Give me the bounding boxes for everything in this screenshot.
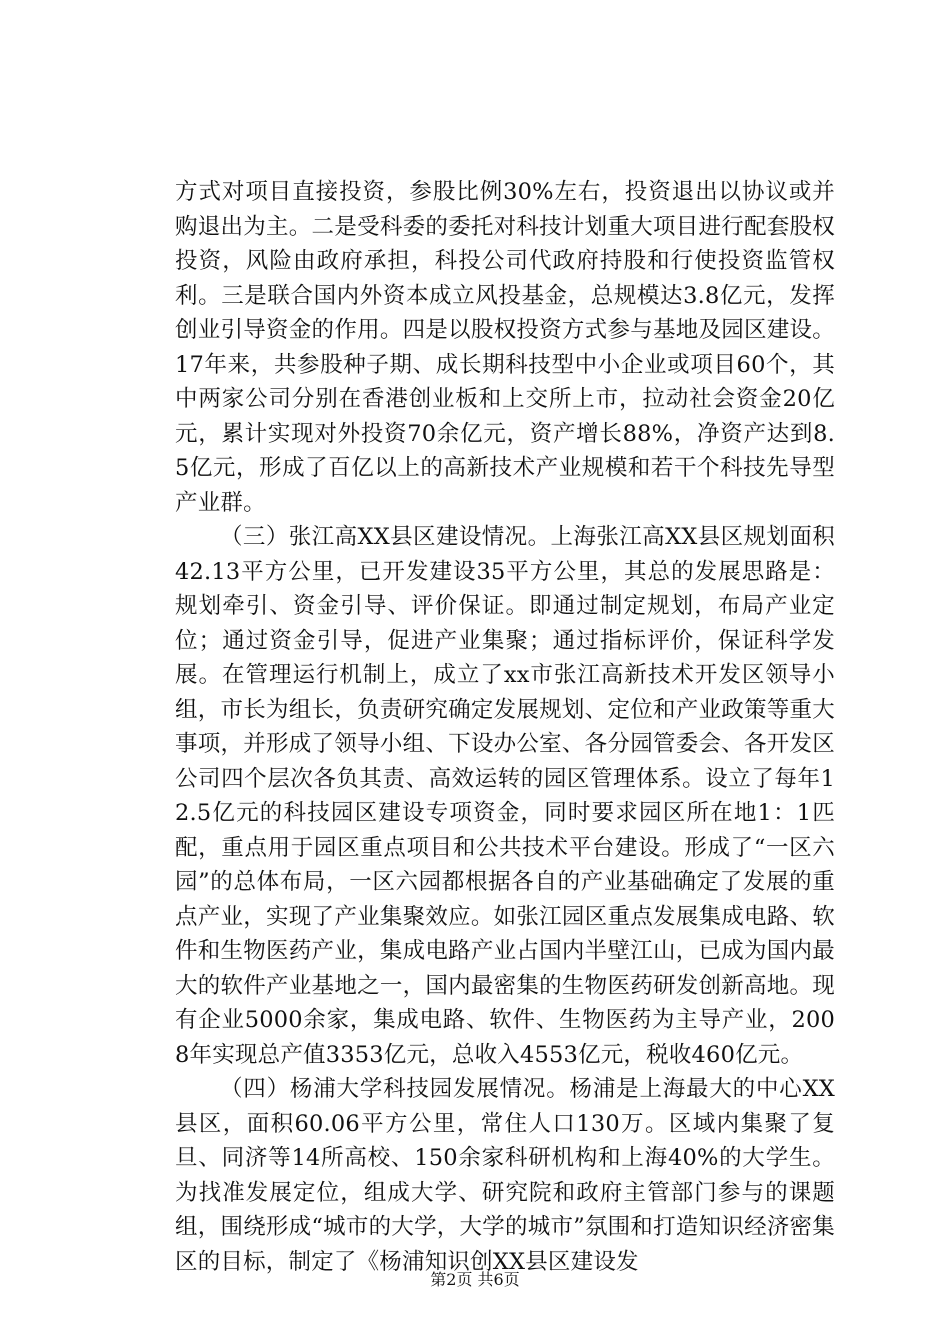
paragraph-3: （四）杨浦大学科技园发展情况。杨浦是上海最大的中心XX县区，面积60.06平方公里，常住人口130万。区域内集聚了复旦、同济等14所高校、150余家科研机构和上海40%的大学生。为找准发展定位，组成大学、研究院和政府主管部门参与的课题组，围绕形成“城市的大学，大学的城市”氛围和打造知识经济密集区的目标，制定了《杨浦知识创XX县区建设发: [175, 1076, 835, 1275]
page-footer: [0, 1270, 950, 1290]
page-number-label: 第2页 共6页: [430, 1270, 520, 1289]
paragraph-1: 方式对项目直接投资，参股比例30%左右，投资退出以协议或并购退出为主。二是受科委的委托对科技计划重大项目进行配套股权投资，风险由政府承担，科投公司代政府持股和行使投资监管权利。三是联合国内外资本成立风投基金，总规模达3.8亿元，发挥创业引导资金的作用。四是以股权投资方式参与基地及园区建设。17年来，共参股种子期、成长期科技型中小企业或项目60个，其中两家公司分别在香港创业板和上交所上市，拉动社会资金20亿元，累计实现对外投资70余亿元，资产增长88%，净资产达到8.5亿元，形成了百亿以上的高新技术产业规模和若干个科技先导型产业群。: [175, 179, 835, 516]
paragraph-2: （三）张江高XX县区建设情况。上海张江高XX县区规划面积42.13平方公里，已开发建设35平方公里，其总的发展思路是：规划牵引、资金引导、评价保证。即通过制定规划，布局产业定位；通过资金引导，促进产业集聚；通过指标评价，保证科学发展。在管理运行机制上，成立了xx市张江高新技术开发区领导小组，市长为组长，负责研究确定发展规划、定位和产业政策等重大事项，并形成了领导小组、下设办公室、各分园管委会、各开发区公司四个层次各负其责、高效运转的园区管理体系。设立了每年12.5亿元的科技园区建设专项资金，同时要求园区所在地1：1匹配，重点用于园区重点项目和公共技术平台建设。形成了“一区六园”的总体布局，一区六园都根据各自的产业基础确定了发展的重点产业，实现了产业集聚效应。如张江园区重点发展集成电路、软件和生物医药产业，集成电路产业占国内半壁江山，已成为国内最大的软件产业基地之一，国内最密集的生物医药研发创新高地。现有企业5000余家，集成电路、软件、生物医药为主导产业，2008年实现总产值3353亿元，总收入4553亿元，税收460亿元。: [175, 524, 835, 1068]
document-body: [175, 175, 835, 1279]
